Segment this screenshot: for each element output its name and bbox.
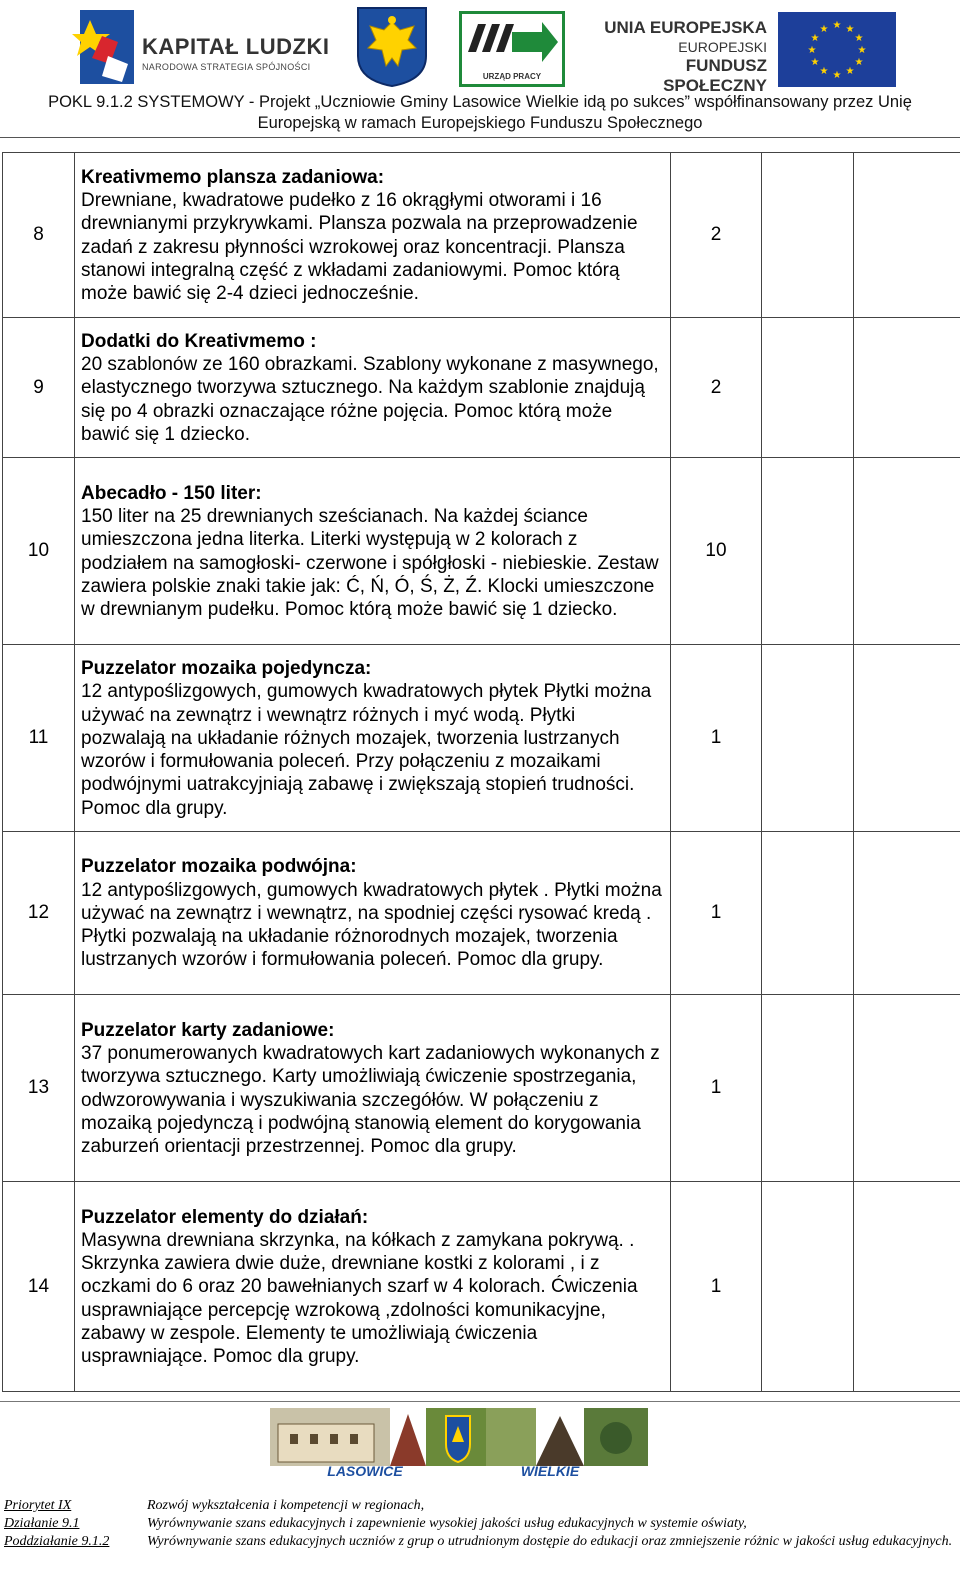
footer-desc-action: Wyrównywanie szans edukacyjnych i zapewnienie wysokiej jakości usług edukacyjnych w systemie oświaty, xyxy=(147,1516,747,1531)
empty-cell xyxy=(854,153,960,318)
eu-line3: FUNDUSZ SPOŁECZNY xyxy=(663,56,767,95)
item-description xyxy=(75,1182,671,1392)
empty-cell xyxy=(854,458,960,645)
row-number: 8 xyxy=(3,153,75,318)
eu-line1: UNIA EUROPEJSKA xyxy=(604,18,767,37)
item-quantity: 2 xyxy=(671,153,762,318)
svg-text:★: ★ xyxy=(819,66,829,77)
item-body: 20 szablonów ze 160 obrazkami. Szablony wykonane z masywnego, elastycznego tworzywa sztucznego. Na każdym szablonie znajdują się po 4 obrazki oznaczające różne pojęcia. Pomoc którą może bawić się 1 dziecko. xyxy=(81,354,659,445)
item-description xyxy=(75,995,671,1182)
row-number: 14 xyxy=(3,1182,75,1392)
empty-cell xyxy=(854,645,960,832)
lasowice-wielkie-banner-icon xyxy=(270,1408,648,1480)
project-description-line2: Europejską w ramach Europejskiego Funduszu Społecznego xyxy=(257,114,703,132)
row-number: 12 xyxy=(3,832,75,995)
footer-desc-subaction: Wyrównywanie szans edukacyjnych uczniów z grup o utrudnionym dostępie do edukacji oraz zmniejszenie różnic w jakości usług edukacyjnych. xyxy=(147,1534,953,1549)
empty-cell xyxy=(762,995,854,1182)
item-body: Masywna drewniana skrzynka, na kółkach z zamykana pokrywą. . Skrzynka zawiera dwie duże, drewniane kostki z kolorami , i z oczkami do 6 oraz 20 bawełnianych szarf w 4 kolorach. Ćwiczenia usprawniające percepcję wzrokową ,zdolności komunikacyjne, zabawy w zespole. Elementy te umożliwiają ćwiczenia usprawniające. Pomoc dla grupy. xyxy=(81,1229,638,1367)
eu-flag-logo xyxy=(778,12,896,87)
item-body: 37 ponumerowanych kwadratowych kart zadaniowych wykonanych z tworzywa sztucznego. Karty umożliwiają ćwiczenie spostrzegania, odwzorowywania i wyszukiwania szczegółów. W połączeniu z mozaiką pojedynczą i podwójną stanowią element do korygowania zaburzeń orientacji przestrzennej. Pomoc dla grupy. xyxy=(81,1043,660,1157)
kapital-ludzki-title: KAPITAŁ LUDZKI xyxy=(142,34,330,59)
urzad-pracy-logo xyxy=(459,11,565,87)
item-description xyxy=(75,153,671,318)
item-quantity: 1 xyxy=(671,1182,762,1392)
eu-stars-icon xyxy=(778,12,896,87)
table-row xyxy=(3,832,960,995)
item-body: 12 antypoślizgowych, gumowych kwadratowych płytek . Płytki można używać na zewnątrz i wewnątrz, na spodniej części rysować kredą . Płytki pozwalają na układanie różnorodnych mozajek, tworzenia lustrzanych wzorów i formułowania poleceń. Pomoc dla grupy. xyxy=(81,879,662,971)
item-quantity: 2 xyxy=(671,318,762,458)
item-description xyxy=(75,645,671,832)
empty-cell xyxy=(854,318,960,458)
table-row xyxy=(3,318,960,458)
eu-line2: EUROPEJSKI xyxy=(678,39,767,55)
item-quantity: 1 xyxy=(671,645,762,832)
empty-cell xyxy=(762,458,854,645)
item-description xyxy=(75,832,671,995)
empty-cell xyxy=(762,645,854,832)
svg-text:★: ★ xyxy=(810,33,820,44)
item-title: Dodatki do Kreativmemo : xyxy=(81,330,317,352)
empty-cell xyxy=(762,832,854,995)
empty-cell xyxy=(854,1182,960,1392)
eu-fund-text xyxy=(597,18,767,96)
svg-text:★: ★ xyxy=(832,70,842,81)
item-body: 150 liter na 25 drewnianych sześcianach. Na każdej ściance umieszczona jedna literka. Literki występują w 2 kolorach z podziałem na samogłoski- czerwone i spółgłoski - niebieskie. Zestaw zawiera polskie znaki takie jak: Ć, Ń, Ó, Ś, Ż, Ź. Klocki umieszczone w drewnianym pudełku. Pomoc którą może bawić się 1 dziecko. xyxy=(81,506,659,620)
item-description xyxy=(75,318,671,458)
item-body: 12 antypoślizgowych, gumowych kwadratowych płytek Płytki można używać na zewnątrz i wewnątrz różnych i myć wodą. Płytki pozwalają na układanie różnych mozajek, tworzenia lustrzanych wzorów i formułowania poleceń. Przy połączeniu z mozaikami podwójnymi uatrakcyjniają zabawę i zwiększają stopień trudności. Pomoc dla grupy. xyxy=(81,681,652,819)
svg-text:★: ★ xyxy=(810,57,820,68)
svg-text:★: ★ xyxy=(854,33,864,44)
table-row xyxy=(3,1182,960,1392)
item-quantity: 1 xyxy=(671,832,762,995)
kapital-ludzki-subtitle: NARODOWA STRATEGIA SPÓJNOŚCI xyxy=(142,62,311,72)
item-title: Puzzelator elementy do działań: xyxy=(81,1206,369,1228)
row-number: 9 xyxy=(3,318,75,458)
footer-program-descriptions xyxy=(147,1497,955,1551)
svg-text:★: ★ xyxy=(845,24,855,35)
empty-cell xyxy=(762,1182,854,1392)
footer-priority: Priorytet IX xyxy=(4,1498,72,1513)
svg-text:★: ★ xyxy=(819,24,829,35)
kapital-ludzki-emblem-icon xyxy=(72,6,136,86)
logo-text-right: WIELKIE xyxy=(520,1463,580,1479)
urzad-pracy-label: URZĄD PRACY xyxy=(482,72,542,81)
empty-cell xyxy=(762,153,854,318)
table-row xyxy=(3,153,960,318)
table-row xyxy=(3,995,960,1182)
svg-text:★: ★ xyxy=(832,20,842,31)
svg-text:★: ★ xyxy=(845,66,855,77)
item-title: Puzzelator karty zadaniowe: xyxy=(81,1019,335,1041)
table-row xyxy=(3,458,960,645)
footer-desc-priority: Rozwój wykształcenia i kompetencji w regionach, xyxy=(147,1498,425,1513)
footer-divider xyxy=(0,1401,960,1402)
footer-subaction: Poddziałanie 9.1.2 xyxy=(4,1534,110,1549)
svg-text:★: ★ xyxy=(857,45,867,56)
urzad-pracy-arrow-icon xyxy=(462,14,562,70)
row-number: 10 xyxy=(3,458,75,645)
item-title: Puzzelator mozaika pojedyncza: xyxy=(81,658,372,680)
empty-cell xyxy=(854,995,960,1182)
logo-text-left: LASOWICE xyxy=(327,1463,403,1479)
header-divider xyxy=(0,137,960,138)
item-quantity: 10 xyxy=(671,458,762,645)
coat-of-arms-logo xyxy=(356,6,428,88)
item-title: Puzzelator mozaika podwójna: xyxy=(81,856,357,878)
item-quantity: 1 xyxy=(671,995,762,1182)
empty-cell xyxy=(762,318,854,458)
footer-action: Działanie 9.1 xyxy=(4,1516,80,1531)
row-number: 11 xyxy=(3,645,75,832)
row-number: 13 xyxy=(3,995,75,1182)
item-title: Abecadło - 150 liter: xyxy=(81,482,262,504)
empty-cell xyxy=(854,832,960,995)
item-body: Drewniane, kwadratowe pudełko z 16 okrągłymi otworami i 16 drewnianymi przykrywkami. Plansza pozwala na przeprowadzenie zadań z zakresu płynności wzrokowej oraz koncentracji. Plansza stanowi integralną część z wkładami zadaniowymi. Pomoc którą może bawić się 2-4 dzieci jednocześnie. xyxy=(81,190,638,304)
item-description xyxy=(75,458,671,645)
svg-text:★: ★ xyxy=(854,57,864,68)
footer-program-codes xyxy=(4,1497,109,1551)
kapital-ludzki-logo xyxy=(72,6,332,86)
project-description-line1: POKL 9.1.2 SYSTEMOWY - Projekt „Uczniowie Gminy Lasowice Wielkie idą po sukces” współfinansowany przez Unię xyxy=(48,93,912,111)
eagle-coat-of-arms-icon xyxy=(356,6,428,88)
svg-text:★: ★ xyxy=(807,45,817,56)
header-logos xyxy=(0,0,960,95)
equipment-table xyxy=(2,152,960,1392)
table-row xyxy=(3,645,960,832)
lasowice-wielkie-logo xyxy=(270,1408,648,1480)
item-title: Kreativmemo plansza zadaniowa: xyxy=(81,166,385,188)
